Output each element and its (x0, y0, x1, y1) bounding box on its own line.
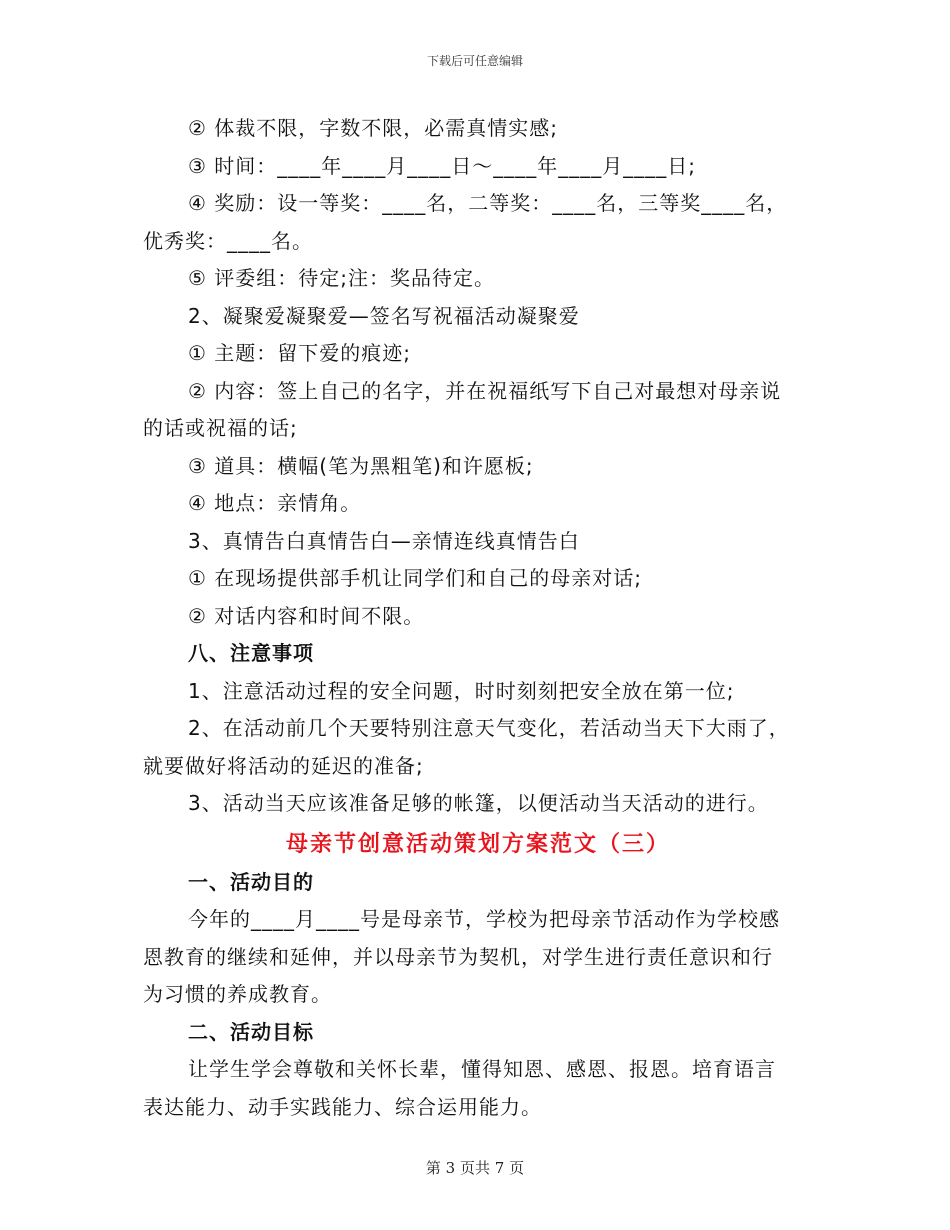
text-line: 3、活动当天应该准备足够的帐篷，以便活动当天活动的进行。 (188, 791, 769, 815)
text-line: ④ 地点：亲情角。 (188, 491, 362, 515)
text-line: 恩教育的继续和延伸，并以母亲节为契机，对学生进行责任意识和行 (143, 944, 773, 969)
text-line: 表达能力、动手实践能力、综合运用能力。 (143, 1094, 542, 1119)
text-line: 让学生学会尊敬和关怀长辈，懂得知恩、感恩、报恩。培育语言 (188, 1057, 776, 1081)
text-line: 就要做好将活动的延迟的准备; (143, 753, 424, 778)
section-heading: 二、活动目标 (188, 1019, 314, 1044)
page-footer: 第 3 页共 7 页 (425, 1159, 525, 1177)
text-line: ④ 奖励：设一等奖：____名，二等奖：____名，三等奖____名， (188, 191, 788, 215)
text-line: ② 对话内容和时间不限。 (188, 603, 425, 628)
text-line: 2、凝聚爱凝聚爱—签名写祝福活动凝聚爱 (188, 303, 580, 328)
text-line: 的话或祝福的话; (143, 416, 298, 440)
text-line: ② 内容：签上自己的名字，并在祝福纸写下自己对最想对母亲说 (188, 378, 782, 403)
text-line: 2、在活动前几个天要特别注意天气变化，若活动当天下大雨了， (188, 716, 790, 740)
document-body (143, 110, 813, 1126)
text-line: ① 在现场提供部手机让同学们和自己的母亲对话; (188, 566, 643, 590)
text-line: 3、真情告白真情告白—亲情连线真情告白 (188, 528, 580, 553)
text-line: 1、注意活动过程的安全问题，时时刻刻把安全放在第一位; (188, 678, 735, 703)
text-line: ① 主题：留下爱的痕迹; (188, 341, 412, 365)
text-line: 今年的____月____号是母亲节，学校为把母亲节活动作为学校感 (188, 907, 780, 931)
section-heading: 一、活动目的 (188, 869, 314, 894)
text-line: 为习惯的养成教育。 (143, 982, 332, 1006)
text-line: ⑤ 评委组：待定;注：奖品待定。 (188, 266, 496, 290)
text-line: ③ 时间：____年____月____日～____年____月____日; (188, 153, 697, 178)
text-line: ② 体裁不限，字数不限，必需真情实感; (188, 116, 559, 140)
text-line: ③ 道具：横幅(笔为黑粗笔)和许愿板; (188, 453, 534, 478)
document-title: 母亲节创意活动策划方案范文（三） (285, 831, 670, 857)
text-line: 优秀奖：____名。 (143, 228, 313, 253)
page-header: 下载后可任意编辑 (426, 54, 523, 68)
section-heading: 八、注意事项 (188, 641, 314, 665)
